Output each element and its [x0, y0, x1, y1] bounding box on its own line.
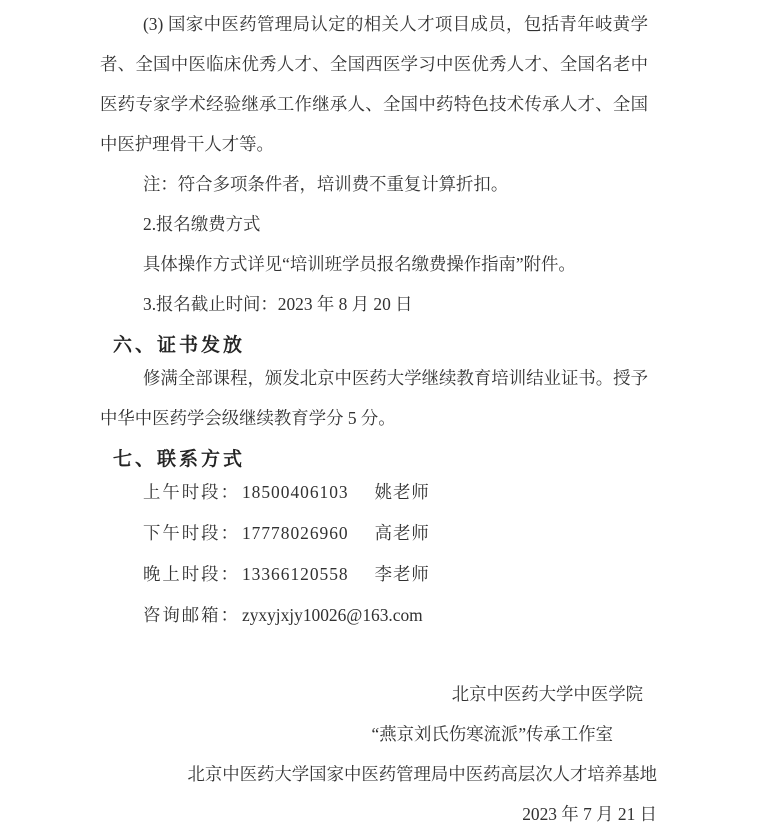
contact-teacher-name: 姚老师 [374, 482, 430, 502]
contact-time-label: 晚上时段： [143, 564, 240, 584]
contact-row-email [143, 595, 648, 636]
contact-time-label: 上午时段： [143, 482, 240, 502]
contact-teacher-name: 李老师 [374, 564, 430, 584]
contact-teacher-name: 高老师 [374, 523, 430, 543]
paragraph-certificate-body: 修满全部课程，颁发北京中医药大学继续教育培训结业证书。授予中华中医药学会级继续教育学分 5 分。 [100, 368, 648, 428]
contact-row-evening [143, 554, 648, 595]
signature-line-workshop: “燕京刘氏伤寒流派”传承工作室 [371, 724, 613, 744]
contact-phone: 17778026960 [241, 523, 349, 543]
signature-line-base: 北京中医药大学国家中医药管理局中医药高层次人才培养基地 [187, 764, 657, 784]
contact-time-label: 下午时段： [143, 523, 240, 543]
email-label: 咨询邮箱： [143, 605, 240, 625]
contact-phone: 18500406103 [241, 482, 349, 502]
contact-row-morning [143, 472, 648, 513]
email-address: zyxyjxjy10026@163.com [241, 605, 423, 625]
paragraph-talent-members: (3) 国家中医药管理局认定的相关人才项目成员，包括青年岐黄学者、全国中医临床优秀人才、全国西医学习中医优秀人才、全国名老中医药专家学术经验继承工作继承人、全国中药特色技术传承人才、全国中医护理骨干人才等。 [100, 14, 648, 154]
signature-block [100, 674, 657, 825]
section-heading-certificate: 六、证书发放 [113, 335, 246, 356]
signature-line-college: 北京中医药大学中医学院 [451, 684, 643, 704]
contact-row-afternoon [143, 513, 648, 554]
item-deadline: 3.报名截止时间：2023 年 8 月 20 日 [143, 294, 413, 314]
contact-phone: 13366120558 [241, 564, 349, 584]
item-payment-detail: 具体操作方式详见“培训班学员报名缴费操作指南”附件。 [143, 254, 576, 274]
item-payment-method: 2.报名缴费方式 [143, 214, 261, 234]
signature-date: 2023 年 7 月 21 日 [522, 804, 657, 824]
note-line: 注：符合多项条件者，培训费不重复计算折扣。 [143, 174, 509, 194]
section-heading-contact: 七、联系方式 [113, 449, 246, 470]
